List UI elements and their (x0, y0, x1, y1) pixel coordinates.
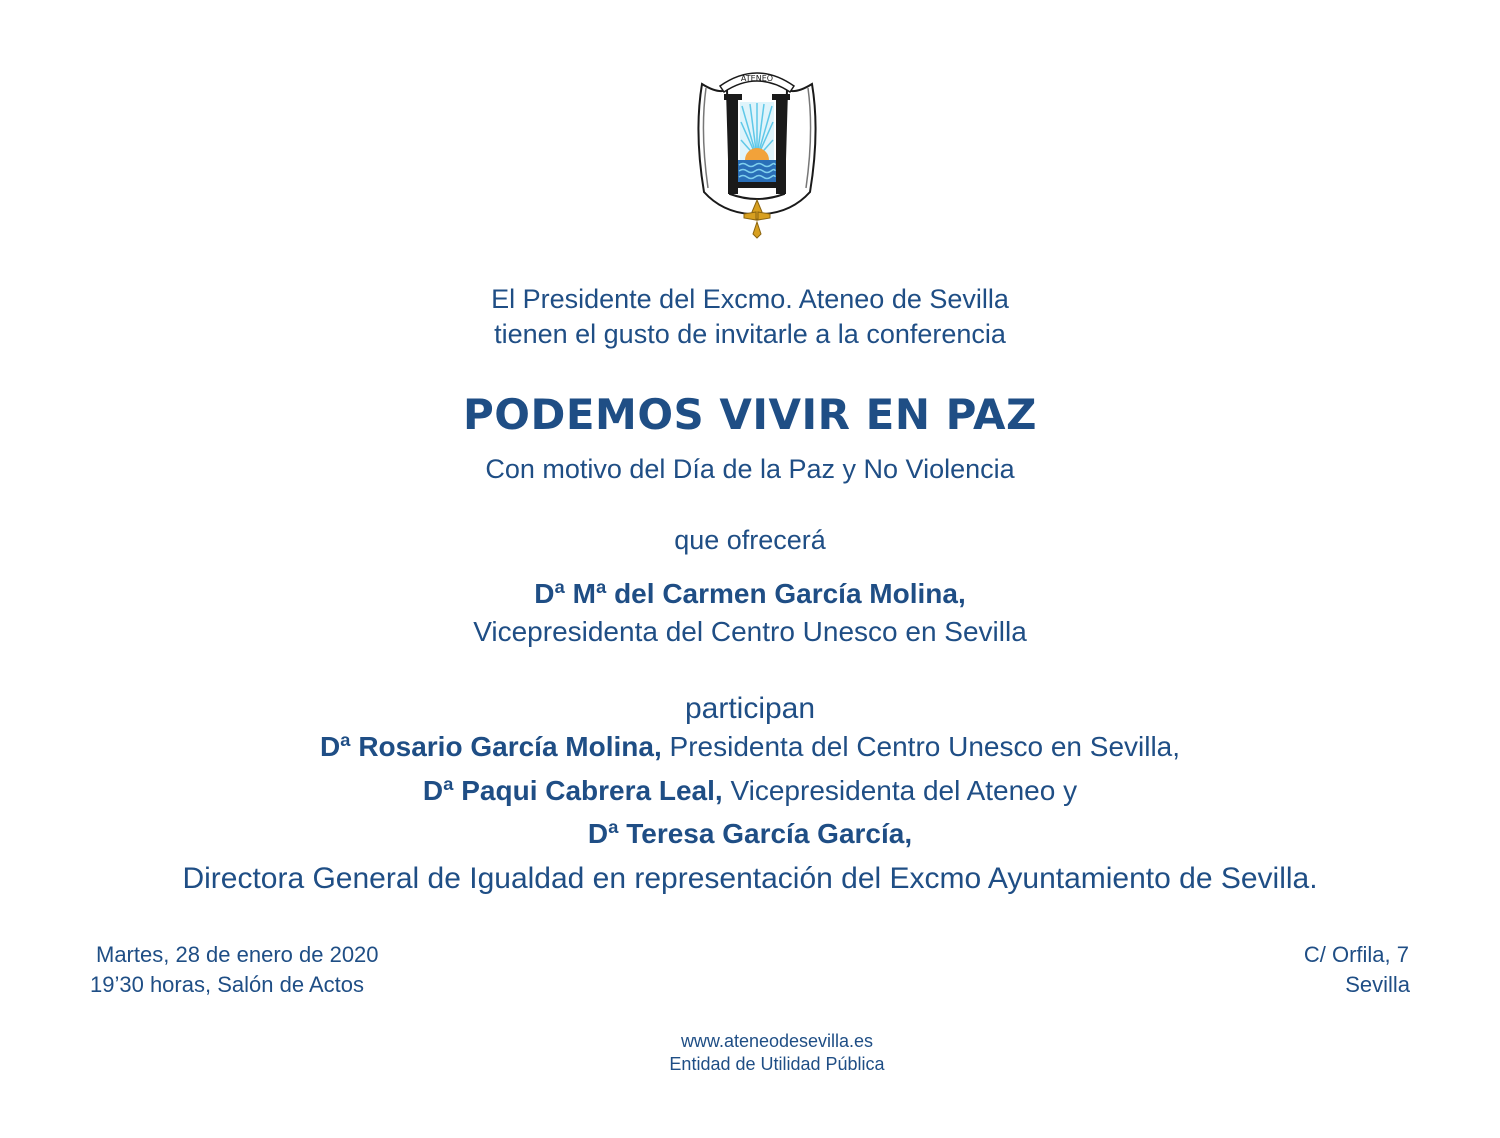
participant-2-name: Dª Paqui Cabrera Leal, (422, 775, 723, 806)
participant-2-role: Vicepresidenta del Ateneo y (722, 775, 1078, 806)
address-street: C/ Orfila, 7 (1303, 942, 1409, 967)
participant-3 (0, 818, 1500, 850)
participant-3-role-line: Directora General de Igualdad en representación del Excmo Ayuntamiento de Sevilla. (182, 862, 1318, 895)
conference-subtitle: Con motivo del Día de la Paz y No Violencia (485, 454, 1015, 484)
participant-3-name: Dª Teresa García García, (587, 818, 913, 849)
event-time-place: 19’30 horas, Salón de Actos (90, 972, 364, 997)
invitation-intro (0, 282, 1500, 352)
website-link[interactable]: www.ateneodesevilla.es (680, 1031, 874, 1051)
participant-2 (0, 775, 1500, 807)
participant-1 (0, 731, 1500, 763)
event-date: Martes, 28 de enero de 2020 (96, 942, 379, 967)
intro-line-2: tienen el gusto de invitarle a la conferencia (494, 319, 1006, 349)
intro-line-1: El Presidente del Excmo. Ateneo de Sevilla (491, 284, 1009, 314)
speaker-name: Dª Mª del Carmen García Molina, (534, 578, 966, 609)
participant-1-role: Presidenta del Centro Unesco en Sevilla, (661, 731, 1181, 762)
participant-1-name: Dª Rosario García Molina, (319, 731, 662, 762)
offered-by-label: que ofrecerá (674, 525, 826, 555)
speaker-role: Vicepresidenta del Centro Unesco en Sevilla (473, 616, 1027, 647)
address-city: Sevilla (1345, 972, 1410, 997)
crest-motto: ATENEO (740, 74, 774, 83)
entity-label: Entidad de Utilidad Pública (669, 1054, 885, 1074)
participants-label: participan (684, 692, 816, 725)
ateneo-crest-logo (692, 62, 822, 242)
conference-title: PODEMOS VIVIR EN PAZ (463, 390, 1037, 439)
